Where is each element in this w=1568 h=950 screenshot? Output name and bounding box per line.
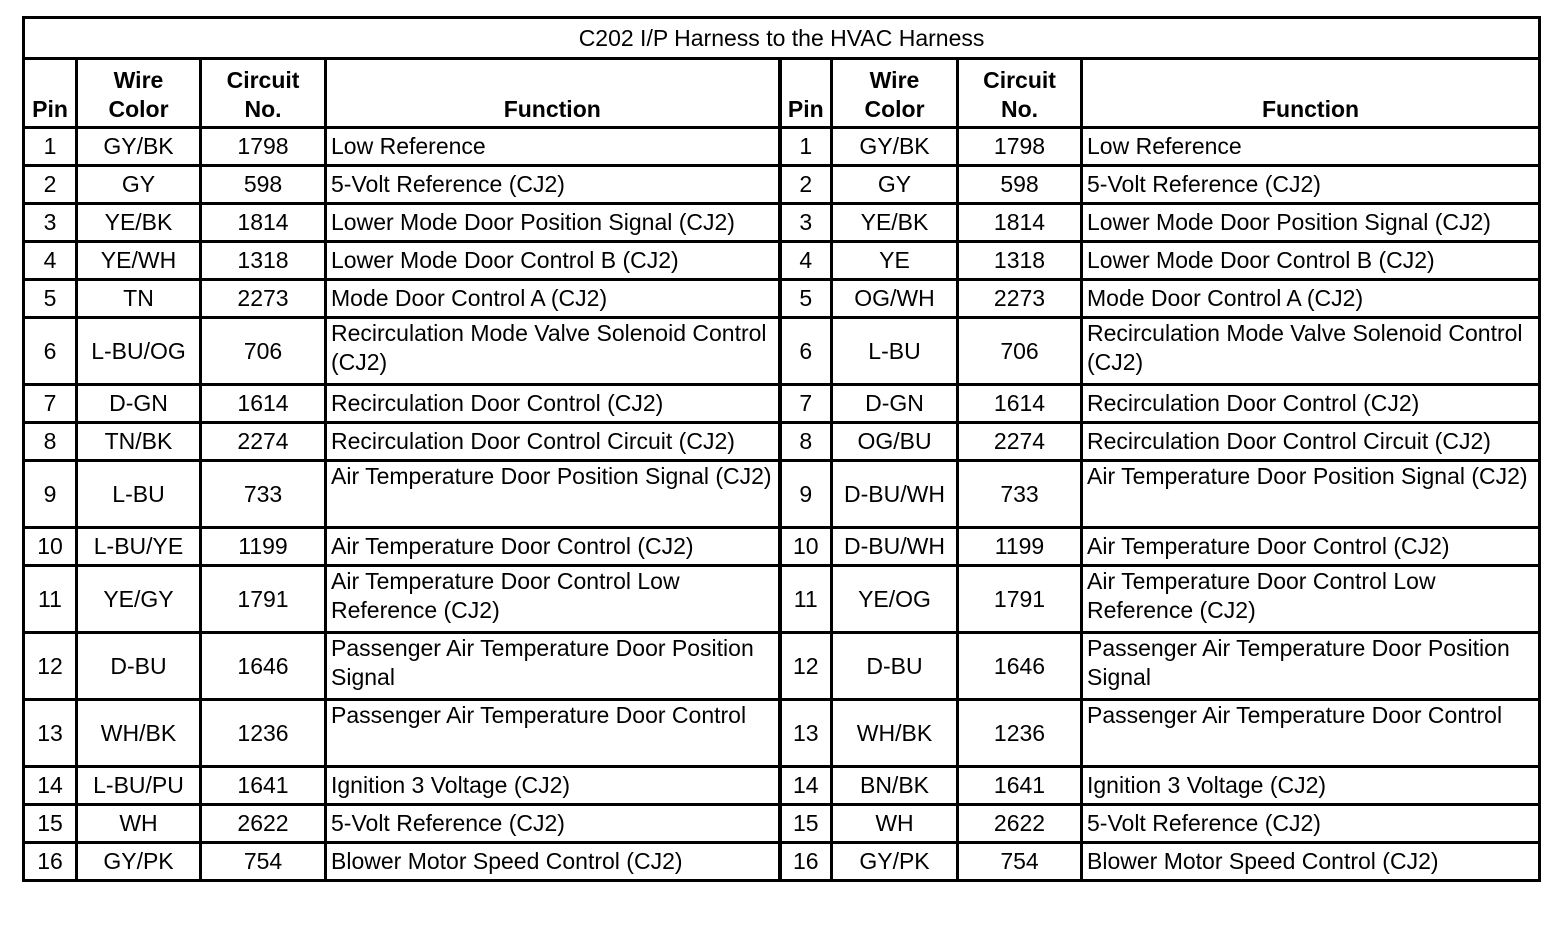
wire-color-cell-right: OG/BU: [832, 423, 958, 461]
circuit-cell-left: 754: [201, 843, 326, 881]
function-cell-left: Recirculation Door Control Circuit (CJ2): [326, 423, 780, 461]
table-row: [24, 805, 1540, 843]
pin-cell-left: 1: [24, 128, 77, 166]
function-cell-left: Low Reference: [326, 128, 780, 166]
header-wire-label: Wire: [869, 67, 920, 93]
pin-cell-right: 8: [780, 423, 832, 461]
circuit-cell-left: 2274: [201, 423, 326, 461]
circuit-cell-left: 1814: [201, 204, 326, 242]
circuit-cell-right: 598: [958, 166, 1082, 204]
header-color-label: Color: [108, 96, 169, 122]
function-cell-left: Passenger Air Temperature Door Control: [326, 700, 780, 767]
function-cell-right: Blower Motor Speed Control (CJ2): [1082, 843, 1540, 881]
table-row: [24, 385, 1540, 423]
circuit-cell-right: 1614: [958, 385, 1082, 423]
function-cell-right: Passenger Air Temperature Door Control: [1082, 700, 1540, 767]
pin-cell-left: 16: [24, 843, 77, 881]
header-circuit-label: Circuit: [983, 67, 1056, 93]
circuit-cell-left: 1646: [201, 633, 326, 700]
pin-cell-left: 11: [24, 566, 77, 633]
wire-color-cell-right: GY: [832, 166, 958, 204]
function-cell-left: Mode Door Control A (CJ2): [326, 280, 780, 318]
function-cell-right: Ignition 3 Voltage (CJ2): [1082, 767, 1540, 805]
pin-cell-left: 10: [24, 528, 77, 566]
pin-cell-right: 16: [780, 843, 832, 881]
function-cell-left: Blower Motor Speed Control (CJ2): [326, 843, 780, 881]
table-row: [24, 242, 1540, 280]
circuit-cell-right: 2274: [958, 423, 1082, 461]
table-title: C202 I/P Harness to the HVAC Harness: [24, 18, 1540, 59]
table-row: [24, 204, 1540, 242]
pin-cell-right: 2: [780, 166, 832, 204]
circuit-cell-right: 1318: [958, 242, 1082, 280]
circuit-cell-left: 1641: [201, 767, 326, 805]
table-body: [24, 128, 1540, 881]
header-pin-left: Pin: [24, 59, 77, 128]
wire-color-cell-left: L-BU/PU: [77, 767, 201, 805]
function-cell-right: Recirculation Door Control Circuit (CJ2): [1082, 423, 1540, 461]
pin-cell-left: 7: [24, 385, 77, 423]
wire-color-cell-right: BN/BK: [832, 767, 958, 805]
header-circuit-left: [201, 59, 326, 128]
wire-color-cell-left: YE/WH: [77, 242, 201, 280]
circuit-cell-right: 1814: [958, 204, 1082, 242]
wire-color-cell-right: WH: [832, 805, 958, 843]
pin-cell-right: 7: [780, 385, 832, 423]
circuit-cell-right: 2273: [958, 280, 1082, 318]
function-cell-left: Air Temperature Door Position Signal (CJ2): [326, 461, 780, 528]
circuit-cell-right: 1199: [958, 528, 1082, 566]
pin-cell-right: 4: [780, 242, 832, 280]
function-cell-right: 5-Volt Reference (CJ2): [1082, 166, 1540, 204]
table-row: [24, 767, 1540, 805]
wire-color-cell-left: L-BU/OG: [77, 318, 201, 385]
table-row: [24, 843, 1540, 881]
table-row: [24, 461, 1540, 528]
wire-color-cell-right: D-GN: [832, 385, 958, 423]
function-cell-right: Air Temperature Door Position Signal (CJ2): [1082, 461, 1540, 528]
function-cell-right: Mode Door Control A (CJ2): [1082, 280, 1540, 318]
wire-color-cell-right: OG/WH: [832, 280, 958, 318]
circuit-cell-right: 754: [958, 843, 1082, 881]
pin-cell-left: 15: [24, 805, 77, 843]
wire-color-cell-left: GY: [77, 166, 201, 204]
circuit-cell-right: 1791: [958, 566, 1082, 633]
header-color-label: Color: [864, 96, 925, 122]
header-circuit-right: [958, 59, 1082, 128]
pin-cell-right: 14: [780, 767, 832, 805]
circuit-cell-left: 1791: [201, 566, 326, 633]
pin-cell-right: 13: [780, 700, 832, 767]
function-cell-right: Air Temperature Door Control (CJ2): [1082, 528, 1540, 566]
wire-color-cell-right: L-BU: [832, 318, 958, 385]
circuit-cell-left: 1614: [201, 385, 326, 423]
table-row: [24, 128, 1540, 166]
pin-cell-right: 5: [780, 280, 832, 318]
circuit-cell-left: 706: [201, 318, 326, 385]
table-row: [24, 633, 1540, 700]
header-no-label: No.: [1000, 96, 1039, 122]
circuit-cell-left: 1236: [201, 700, 326, 767]
circuit-cell-right: 1641: [958, 767, 1082, 805]
wire-color-cell-left: GY/PK: [77, 843, 201, 881]
header-wire-color-right: [832, 59, 958, 128]
pin-cell-left: 8: [24, 423, 77, 461]
function-cell-left: Lower Mode Door Control B (CJ2): [326, 242, 780, 280]
function-cell-right: Lower Mode Door Control B (CJ2): [1082, 242, 1540, 280]
function-cell-right: Recirculation Mode Valve Solenoid Control (CJ2): [1082, 318, 1540, 385]
wire-color-cell-left: TN: [77, 280, 201, 318]
wire-color-cell-right: GY/BK: [832, 128, 958, 166]
circuit-cell-left: 1318: [201, 242, 326, 280]
table-row: [24, 700, 1540, 767]
header-no-label: No.: [244, 96, 282, 122]
pin-cell-left: 4: [24, 242, 77, 280]
pin-cell-right: 6: [780, 318, 832, 385]
circuit-cell-left: 2273: [201, 280, 326, 318]
wire-color-cell-left: D-GN: [77, 385, 201, 423]
circuit-cell-left: 733: [201, 461, 326, 528]
pin-cell-left: 6: [24, 318, 77, 385]
pin-cell-left: 9: [24, 461, 77, 528]
pin-cell-left: 12: [24, 633, 77, 700]
header-circuit-label: Circuit: [226, 67, 300, 93]
pin-cell-right: 3: [780, 204, 832, 242]
function-cell-left: Ignition 3 Voltage (CJ2): [326, 767, 780, 805]
circuit-cell-right: 1646: [958, 633, 1082, 700]
circuit-cell-left: 1798: [201, 128, 326, 166]
function-cell-left: Passenger Air Temperature Door Position Signal: [326, 633, 780, 700]
pin-cell-left: 3: [24, 204, 77, 242]
header-wire-label: Wire: [113, 67, 164, 93]
circuit-cell-right: 706: [958, 318, 1082, 385]
function-cell-left: 5-Volt Reference (CJ2): [326, 805, 780, 843]
circuit-cell-right: 1236: [958, 700, 1082, 767]
pin-cell-left: 13: [24, 700, 77, 767]
table-row: [24, 528, 1540, 566]
table-row: [24, 318, 1540, 385]
column-header-row: [24, 59, 1540, 128]
wire-color-cell-left: YE/GY: [77, 566, 201, 633]
pin-cell-left: 14: [24, 767, 77, 805]
function-cell-left: Lower Mode Door Position Signal (CJ2): [326, 204, 780, 242]
wire-color-cell-right: YE/OG: [832, 566, 958, 633]
function-cell-right: Recirculation Door Control (CJ2): [1082, 385, 1540, 423]
wire-color-cell-right: D-BU/WH: [832, 528, 958, 566]
function-cell-right: Air Temperature Door Control Low Reference (CJ2): [1082, 566, 1540, 633]
pin-cell-left: 2: [24, 166, 77, 204]
wire-color-cell-left: GY/BK: [77, 128, 201, 166]
function-cell-right: Lower Mode Door Position Signal (CJ2): [1082, 204, 1540, 242]
circuit-cell-left: 598: [201, 166, 326, 204]
wire-color-cell-left: TN/BK: [77, 423, 201, 461]
wire-color-cell-right: D-BU: [832, 633, 958, 700]
pin-cell-left: 5: [24, 280, 77, 318]
table-row: [24, 423, 1540, 461]
function-cell-right: 5-Volt Reference (CJ2): [1082, 805, 1540, 843]
header-function-right: Function: [1082, 59, 1540, 128]
connector-table: [22, 16, 1541, 882]
pin-cell-right: 15: [780, 805, 832, 843]
wire-color-cell-left: D-BU: [77, 633, 201, 700]
circuit-cell-left: 2622: [201, 805, 326, 843]
function-cell-left: Air Temperature Door Control Low Reference (CJ2): [326, 566, 780, 633]
circuit-cell-left: 1199: [201, 528, 326, 566]
table-row: [24, 280, 1540, 318]
circuit-cell-right: 2622: [958, 805, 1082, 843]
wire-color-cell-left: L-BU/YE: [77, 528, 201, 566]
function-cell-left: 5-Volt Reference (CJ2): [326, 166, 780, 204]
table-row: [24, 166, 1540, 204]
function-cell-right: Passenger Air Temperature Door Position Signal: [1082, 633, 1540, 700]
function-cell-left: Recirculation Door Control (CJ2): [326, 385, 780, 423]
wire-color-cell-right: GY/PK: [832, 843, 958, 881]
header-function-left: Function: [326, 59, 780, 128]
header-wire-color-left: [77, 59, 201, 128]
wire-color-cell-left: WH: [77, 805, 201, 843]
table-row: [24, 566, 1540, 633]
function-cell-left: Recirculation Mode Valve Solenoid Control (CJ2): [326, 318, 780, 385]
wire-color-cell-right: YE: [832, 242, 958, 280]
pin-cell-right: 10: [780, 528, 832, 566]
circuit-cell-right: 733: [958, 461, 1082, 528]
function-cell-right: Low Reference: [1082, 128, 1540, 166]
wire-color-cell-right: D-BU/WH: [832, 461, 958, 528]
function-cell-left: Air Temperature Door Control (CJ2): [326, 528, 780, 566]
circuit-cell-right: 1798: [958, 128, 1082, 166]
wire-color-cell-right: YE/BK: [832, 204, 958, 242]
wire-color-cell-left: YE/BK: [77, 204, 201, 242]
wire-color-cell-left: WH/BK: [77, 700, 201, 767]
pin-cell-right: 9: [780, 461, 832, 528]
pin-cell-right: 1: [780, 128, 832, 166]
pin-cell-right: 12: [780, 633, 832, 700]
wire-color-cell-right: WH/BK: [832, 700, 958, 767]
header-pin-right: Pin: [780, 59, 832, 128]
pin-cell-right: 11: [780, 566, 832, 633]
wire-color-cell-left: L-BU: [77, 461, 201, 528]
